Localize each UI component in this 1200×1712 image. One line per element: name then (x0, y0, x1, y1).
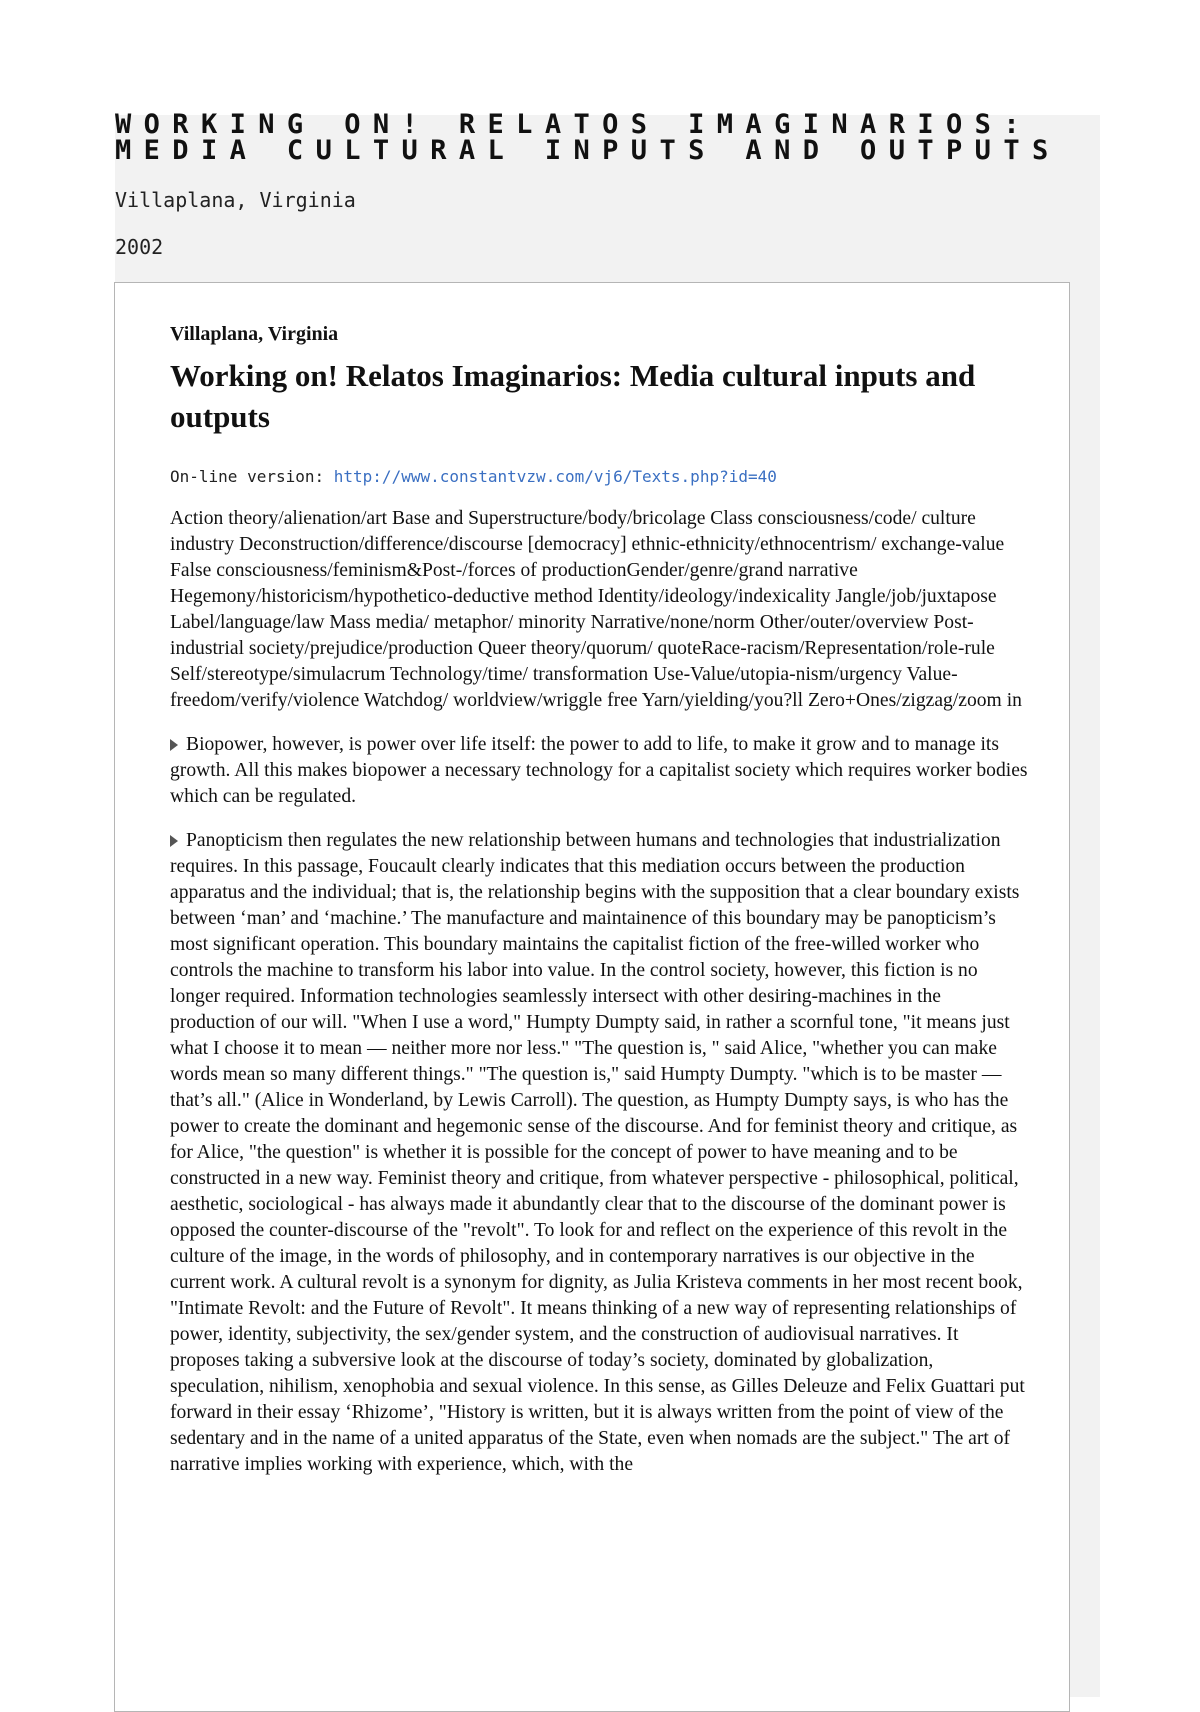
body-paragraph-2-text: Panopticism then regulates the new relationship between humans and technologies that industrialization requires. In this passage, Foucault clearly indicates that this mediation occurs between the production apparatus and the individual; that is, the relationship begins with the supposition that a clear boundary exists between ‘man’ and ‘machine.’ The manufacture and maintainence of this boundary may be panopticism’s most significant operation. This boundary maintains the capitalist fiction of the free-willed worker who controls the machine to transform his labor into value. In the control society, however, this fiction is no longer required. Information technologies seamlessly intersect with other desiring-machines in the production of our will. "When I use a word," Humpty Dumpty said, in rather a scornful tone, "it means just what I choose it to mean — neither more nor less." "The question is, " said Alice, "whether you can make words mean so many different things." "The question is," said Humpty Dumpty. "which is to be master — that’s all." (Alice in Wonderland, by Lewis Carroll). The question, as Humpty Dumpty says, is who has the power to create the dominant and hegemonic sense of the discourse. And for feminist theory and critique, as for Alice, "the question" is whether it is possible for the concept of power to have meaning and to be constructed in a new way. Feminist theory and critique, from whatever perspective - philosophical, political, aesthetic, sociological - has always made it abundantly clear that to the discourse of the dominant power is opposed the counter-discourse of the "revolt". To look for and reflect on the experience of this revolt in the culture of the image, in the words of philosophy, and in contemporary narratives is our objective in the current work. A cultural revolt is a synonym for dignity, as Julia Kristeva comments in her most recent book, "Intimate Revolt: and the Future of Revolt". It means thinking of a new way of representing relationships of power, identity, subjectivity, the sex/gender system, and the construction of audiovisual narratives. It proposes taking a subversive look at the discourse of today’s society, dominated by globalization, speculation, nihilism, xenophobia and sexual violence. In this sense, as Gilles Deleuze and Felix Guattari put forward in their essay ‘Rhizome’, "History is written, but it is always written from the point of view of the sedentary and in the name of a united apparatus of the State, even when nomads are the subject." The art of narrative implies working with experience, which, with the (170, 830, 1025, 1475)
online-version-link[interactable]: http://www.constantvzw.com/vj6/Texts.php?id=40 (333, 467, 777, 486)
page-title-line-2: MEDIA CULTURAL INPUTS AND OUTPUTS (115, 135, 1061, 166)
page-header (115, 109, 1100, 259)
page-title-line-1: WORKING ON! RELATOS IMAGINARIOS: (115, 109, 1032, 140)
triangle-right-icon (170, 835, 178, 847)
glossary-paragraph: Action theory/alienation/art Base and Superstructure/body/bricolage Class consciousness/code/ culture industry Deconstruction/difference/discourse [democracy] ethnic-ethnicity/ethnocentrism/ exchange-value False consciousness/feminism&Post-/forces of productionGender/genre/grand narrative Hegemony/historicism/hypothetico-deductive method Identity/ideology/indexicality Jangle/job/juxtapose Label/language/law Mass media/ metaphor/ minority Narrative/none/norm Other/outer/overview Post-industrial society/prejudice/production Queer theory/quorum/ quoteRace-racism/Representation/role-rule Self/stereotype/simulacrum Technology/time/ transformation Use-Value/utopia-nism/urgency Value-freedom/verify/violence Watchdog/ worldview/wriggle free Yarn/yielding/you?ll Zero+Ones/zigzag/zoom in (170, 508, 1022, 711)
online-version-label: On-line version: (170, 467, 325, 486)
online-version-line (170, 467, 1030, 486)
body-paragraph-1 (170, 732, 1030, 810)
article-author: Villaplana, Virginia (170, 323, 339, 345)
triangle-right-icon (170, 739, 178, 751)
header-year: 2002 (115, 235, 164, 259)
header-author: Villaplana, Virginia (115, 188, 356, 212)
body-paragraph-2 (170, 828, 1030, 1478)
article-card (114, 282, 1070, 1712)
article-body (170, 323, 1030, 1496)
page-title (115, 109, 1100, 166)
body-paragraph-1-text: Biopower, however, is power over life itself: the power to add to life, to make it grow and to manage its growth. All this makes biopower a necessary technology for a capitalist society which requires worker bodies which can be regulated. (170, 734, 1028, 807)
article-title: Working on! Relatos Imaginarios: Media cultural inputs and outputs (170, 358, 976, 434)
